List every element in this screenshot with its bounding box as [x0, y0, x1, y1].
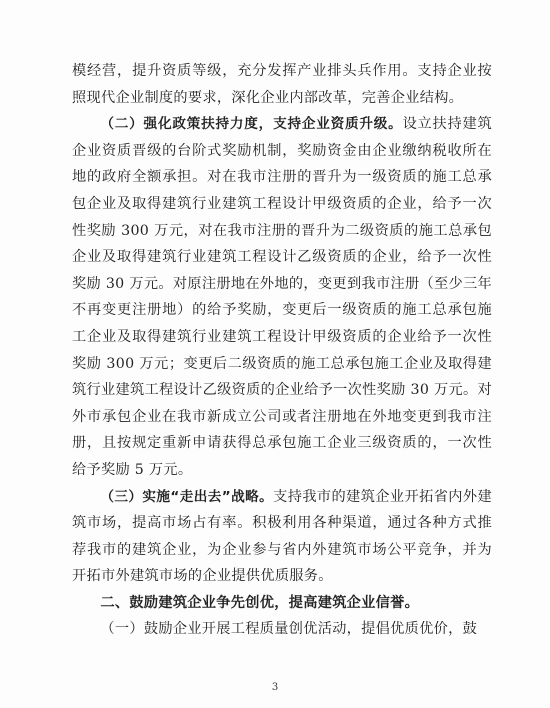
- paragraph-3: [72, 484, 492, 590]
- page-number: 3: [271, 682, 279, 693]
- paragraph-3-heading: （三）实施“走出去”战略。: [100, 488, 274, 505]
- paragraph-2: [72, 111, 492, 483]
- paragraph-1: 模经营，提升资质等级，充分发挥产业排头兵作用。支持企业按照现代企业制度的要求，深化企业内部改革，完善企业结构。: [72, 63, 492, 106]
- paragraph-2-body: 设立扶持建筑企业资质晋级的台阶式奖励机制，奖励资金由企业缴纳税收所在地的政府全额承担。对在我市注册的晋升为一级资质的施工总承包企业及取得建筑行业建筑工程设计甲级资质的企业，给予一次性奖励 300 万元，对在我市注册的晋升为二级资质的施工总承包企业及取得建筑行业建筑工程设计乙级资质的企业，给予一次性奖励 30 万元。对原注册地在外地的，变更到我市注册（至少三年不再变更注册地）的给予奖励，变更后一级资质的施工总承包施工企业及取得建筑行业建筑工程设计甲级资质的企业给予一次性奖励 300 万元；变更后二级资质的施工总承包施工企业及取得建筑行业建筑工程设计乙级资质的企业给予一次性奖励 30 万元。对外市承包企业在我市新成立公司或者注册地在外地变更到我市注册，且按规定重新申请获得总承包施工企业三级资质的，一次性给予奖励 5 万元。: [72, 116, 492, 478]
- section-heading: 二、鼓励建筑企业争先创优，提高建筑企业信誉。: [100, 594, 420, 611]
- paragraph-2-heading: （二）强化政策扶持力度，支持企业资质升级。: [100, 116, 403, 133]
- document-body: [72, 58, 492, 643]
- paragraph-4: （一）鼓励企业开展工程质量创优活动，提倡优质优价，鼓: [100, 621, 478, 638]
- paragraph-3-body: 支持我市的建筑企业开拓省内外建筑市场，提高市场占有率。积极利用各种渠道，通过各种方式推荐我市的建筑企业，为企业参与省内外建筑市场公平竞争，并为开拓市外建筑市场的企业提供优质服务。: [72, 488, 492, 585]
